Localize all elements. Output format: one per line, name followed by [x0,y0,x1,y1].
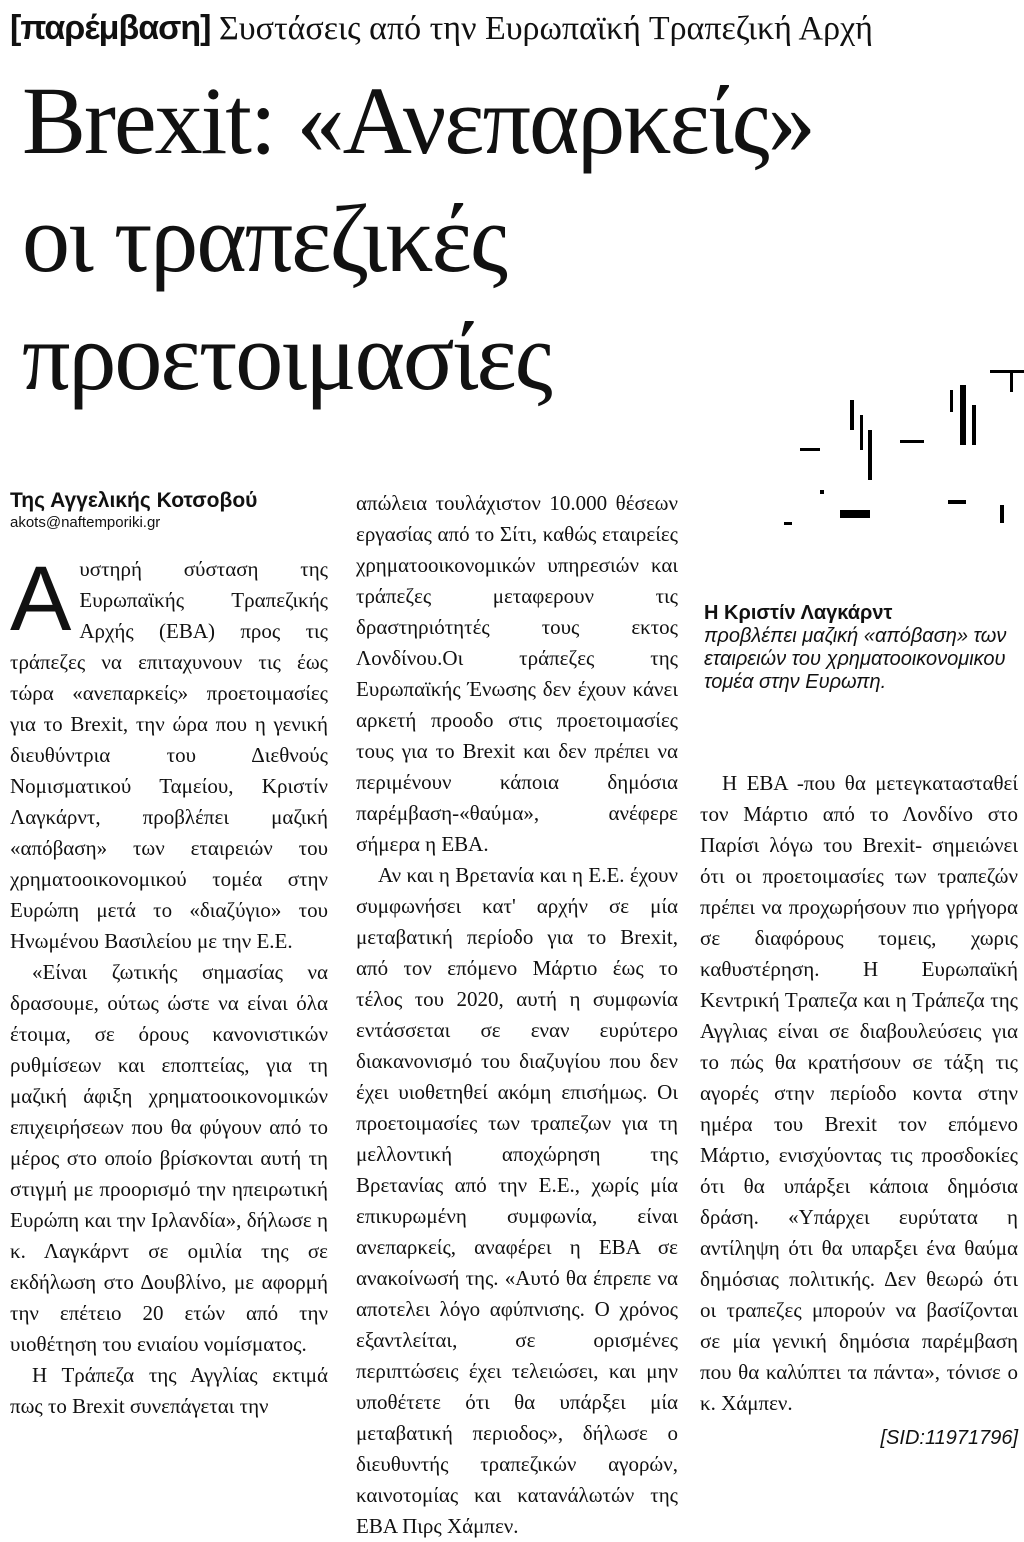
column-3 [700,768,1018,1454]
kicker [10,6,873,51]
headline-line-2: οι τραπεζικές [22,185,506,292]
headline [22,62,814,416]
paragraph-1 [10,548,328,957]
author-name: Της Αγγελικής Κοτσοβού [10,489,258,512]
paragraph-3-continued: απώλεια τουλάχιστον 10.000 θέσεων εργασίας από το Σίτι, καθώς εταιρείες χρηματοοικονομικών υπηρεσιών και τράπεζες μεταφερουν τις δραστηριότητές τους εκτος Λονδίνου.Οι τράπεζες της Ευρωπαϊκής Ένωσης δεν έχουν κάνει αρκετή προοδο στις προετοιμασίες τους για το Brexit και δεν πρέπει να περιμένουν κάποια δημόσια παρέμβαση-«θαύμα», ανέφερε σήμερα η ΕΒΑ. [356,491,678,856]
paragraph-4: Αν και η Βρετανία και η Ε.Ε. έχουν συμφωνήσει κατ' αρχήν σε μία μεταβατική περίοδο για το Brexit, από τον επόμενο Μάρτιο έως το τέλος του 2020, αυτή η συμφωνία εντάσσεται σε εναν ευρύτερο διακανονισμό του διαζυγίου που δεν έχει υιοθετηθεί ακόμη επισήμως. Οι προετοιμασίες των τραπεζων για τη μελλοντική αποχώρηση της Βρετανίας από την Ε.Ε., χωρίς μία επικυρωμένη συμφωνία, είναι ανεπαρκείς, αναφέρει η ΕΒΑ σε ανακοίνωσή της. «Αυτό θα έπρεπε να αποτελει λόγο αφύπνισης. Ο χρόνος εξαντλείται, σε ορισμένες περιπτώσεις έχει τελειώσει, και μην υποθέτετε ότι θα υπάρξει μία μεταβατική περιοδος», δήλωσε ο διευθυντής τραπεζικών αγορών, καινοτομίας και κατανάλωτών της ΕΒΑ Πιρς Χάμπεν. [356,863,678,1538]
paragraph-2: «Είναι ζωτικής σημασίας να δρασουμε, ούτως ώστε να είναι όλα έτοιμα, σε όρους κανονιστικών ρυθμίσεων και εποπτείας, για τη μαζική άφιξη χρηματοοικονομικών επιχειρήσεων που θα φύγουν από το μέρος στο οποίο βρίσκονται αυτή τη στιγμή με προορισμό την ηπειρωτική Ευρώπη και την Ιρλανδία», δήλωσε η κ. Λαγκάρντ σε ομιλία της σε εκδήλωση στο Δουβλίνο, με αφορμή την επέτειο 20 ετών από την υιοθέτηση του ενιαίου νομίσματος. [10,960,328,1356]
column-2 [356,488,678,1542]
photo-caption [704,602,1020,694]
drop-cap: Α [10,548,72,650]
caption-name: Η Κριστίν Λαγκάρντ [704,602,893,624]
paragraph-5: Η ΕΒΑ -που θα μετεγκατασταθεί τον Μάρτιο από το Λονδίνο στο Παρίσι λόγω του Brexit- σημειώνει ότι οι προετοιμασίες των τραπεζών πρέπει να προχωρήσουν πιο γρήγορα σε διαφόρους τομεις, χωρις καθυστέρηση. Η Ευρωπαϊκή Κεντρική Τραπεζα και η Τράπεζα της Αγγλιας είναι σε διαβουλεύσεις για το πώς θα κρατήσουν σε τάξη τις αγορές στην περίοδο κοντα στην ημέρα του Brexit τον επόμενο Μάρτιο, ενισχύοντας τις προσδοκίες ότι θα υπάρξει κάποια δημόσια δράση. «Υπάρχει ευρύτατα η αντίληψη ότι θα υπαρξει ένα θαύμα δημόσιας πολιτικής. Δεν θεωρώ ότι οι τραπεζες μπορούν να βασίζονται σε μία γενική δημόσια παρέμβαση που θα καλύπτει τα πάντα», τόνισε ο κ. Χάμπεν. [700,771,1018,1415]
photo [700,360,1024,560]
paragraph-3: Η Τράπεζα της Αγγλίας εκτιμά πως το Brexit συνεπάγεται την [10,1363,328,1418]
author-email: akots@naftemporiki.gr [10,514,161,531]
kicker-tag: [παρέμβαση] [10,9,211,47]
photo-graphic [700,360,1024,560]
paragraph-1-text: υστηρή σύσταση της Ευρωπαϊκής Τραπεζικής Αρχής (ΕΒΑ) προς τις τράπεζες να επιταχυνουν τις έως τώρα «ανεπαρκείς» προετοιμασίες για το Brexit, την ώρα που η γενική διευθύντρια του Διεθνούς Νομισματικού Ταμείου, Κριστίν Λαγκάρντ, προβλέπει μαζική «απόβαση» των εταιρειών του χρηματοοικονομικού τομέα στην Ευρώπη μετά το «διαζύγιο» του Ηνωμένου Βασιλείου με την Ε.Ε. [10,557,328,953]
story-id: [SID:11971796] [880,1427,1018,1449]
headline-line-1: Brexit: «Ανεπαρκείς» [22,67,814,174]
headline-line-3: προετοιμασίες [22,303,551,410]
kicker-text: Συστάσεις από την Ευρωπαϊκή Τραπεζική Αρχή [219,10,873,47]
column-1 [10,488,328,1422]
caption-text: προβλέπει μαζική «απόβαση» των εταιρειών του χρηματοοικονομικου τομέα στην Ευρωπη. [704,625,1007,693]
